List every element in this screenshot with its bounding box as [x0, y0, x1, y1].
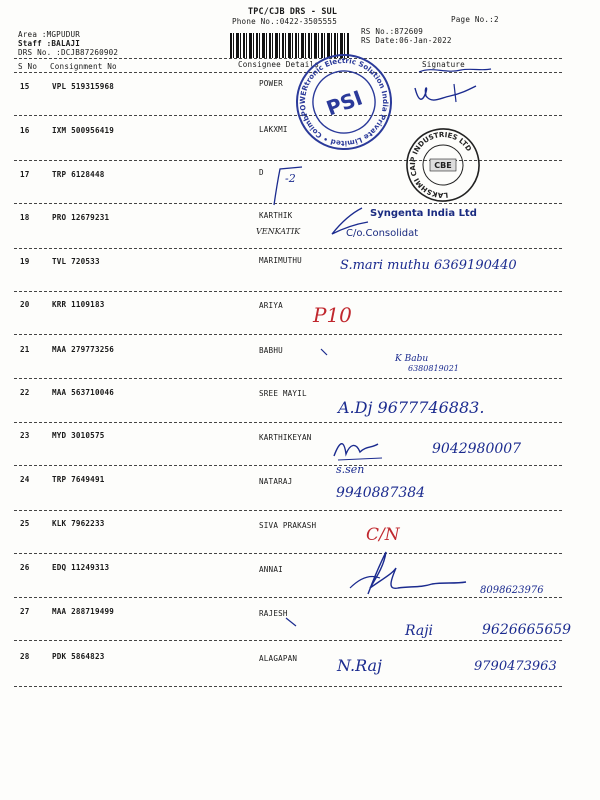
row20-note: P10 — [313, 303, 352, 327]
rs-number: RS No.:872609 — [361, 27, 424, 36]
row-consignment: IXM 500956419 — [52, 126, 115, 135]
psi-stamp-ring-text: POWERtronic Electric Solution India Private Limited • Coimbatore — [297, 55, 391, 149]
row21-receiver: K Babu — [395, 354, 429, 364]
col-consignment: Consignment No — [50, 62, 117, 71]
row-divider — [14, 510, 562, 511]
phone-number: Phone No.:0422-3505555 — [232, 17, 337, 26]
row27-tick — [282, 614, 308, 630]
signature-header-scribble — [415, 64, 495, 78]
row-divider — [14, 553, 562, 554]
row18-receiver: VENKATIK — [256, 227, 301, 236]
row-consignment: MYD 3010575 — [52, 431, 105, 440]
row-consignment: KRR 1109183 — [52, 300, 105, 309]
row-divider — [14, 378, 562, 379]
row-divider — [14, 115, 562, 116]
row-consignment: EDQ 11249313 — [52, 563, 110, 572]
row-consignment: TRP 7649491 — [52, 475, 105, 484]
row-consignment: MAA 563710046 — [52, 388, 115, 397]
row-sno: 19 — [20, 257, 30, 266]
row-consignee: LAKXMI — [259, 125, 288, 134]
row-sno: 26 — [20, 563, 30, 572]
row-divider — [14, 465, 562, 466]
row-sno: 24 — [20, 475, 30, 484]
row-consignee: SIVA PRAKASH — [259, 521, 317, 530]
row-sno: 20 — [20, 300, 30, 309]
row-divider — [14, 686, 562, 687]
row28-signature: N.Raj — [337, 656, 382, 675]
row-consignee: ARIYA — [259, 301, 283, 310]
row-consignee: BABHU — [259, 346, 283, 355]
drs-number: DRS No. :DCJB87260902 — [18, 48, 119, 57]
row-consignee: POWER — [259, 79, 283, 88]
row21-tick — [318, 346, 338, 358]
row26-phone: 8098623976 — [480, 585, 544, 596]
col-signature: Signature — [422, 60, 465, 69]
lakshmi-stamp-ring-text: LAKSHMI CAIP INDUSTRIES LTD — [408, 130, 473, 200]
header-divider — [14, 58, 562, 59]
row21-phone: 6380819021 — [408, 364, 459, 373]
row-consignee: KARTHIKEYAN — [259, 433, 312, 442]
row-consignment: PRO 12679231 — [52, 213, 110, 222]
row27-phone: 9626665659 — [482, 622, 572, 638]
row18-stamp-company: Syngenta India Ltd — [370, 208, 477, 219]
col-consignee: Consignee Details — [238, 60, 320, 69]
lakshmi-stamp-center: CBE — [434, 161, 452, 170]
row-consignee: D — [259, 168, 264, 177]
row-consignment: VPL 519315968 — [52, 82, 115, 91]
row-consignment: MAA 288719499 — [52, 607, 115, 616]
psi-company-stamp — [292, 50, 396, 154]
row-sno: 17 — [20, 170, 30, 179]
row-consignee: KARTHIK — [259, 211, 293, 220]
row26-signature — [340, 548, 470, 600]
lakshmi-company-stamp — [403, 125, 483, 205]
row25-note: C/N — [366, 525, 400, 545]
row-sno: 22 — [20, 388, 30, 397]
row-sno: 23 — [20, 431, 30, 440]
row-consignee: RAJESH — [259, 609, 288, 618]
row-divider — [14, 640, 562, 641]
row-consignee: MARIMUTHU — [259, 256, 302, 265]
row22-receiver: A.Dj 9677746883. — [338, 398, 485, 417]
row-consignee: NATARAJ — [259, 477, 293, 486]
row24-prefix: s.sen — [336, 463, 365, 476]
col-sno: S No — [18, 62, 38, 71]
row28-phone: 9790473963 — [474, 659, 557, 674]
psi-stamp-center: PSI — [323, 85, 366, 121]
row-sno: 25 — [20, 519, 30, 528]
row-divider — [14, 291, 562, 292]
rs-date: RS Date:06-Jan-2022 — [361, 36, 452, 45]
row-sno: 16 — [20, 126, 30, 135]
row-consignment: MAA 279773256 — [52, 345, 115, 354]
row15-signature — [410, 78, 480, 108]
row18-signature — [310, 204, 370, 240]
row-divider — [14, 334, 562, 335]
row-divider — [14, 597, 562, 598]
row24-phone: 9940887384 — [336, 485, 426, 501]
row-consignee: ALAGAPAN — [259, 654, 298, 663]
report-title: TPC/CJB DRS - SUL — [248, 6, 338, 16]
row-sno: 27 — [20, 607, 30, 616]
row17-note: -2 — [285, 172, 296, 185]
row23-phone: 9042980007 — [432, 441, 522, 457]
row-consignment: KLK 7962233 — [52, 519, 105, 528]
row19-receiver: S.mari muthu 6369190440 — [340, 258, 517, 273]
row-sno: 21 — [20, 345, 30, 354]
row-consignee: SREE MAYIL — [259, 389, 307, 398]
page-number: Page No.:2 — [451, 15, 499, 24]
row27-signature: Raji — [405, 623, 434, 639]
row23-signature — [330, 436, 390, 464]
row-sno: 15 — [20, 82, 30, 91]
area-label: Area :MGPUDUR — [18, 30, 81, 39]
row-consignment: TRP 6128448 — [52, 170, 105, 179]
row-sno: 18 — [20, 213, 30, 222]
row-divider — [14, 422, 562, 423]
staff-label: Staff :BALAJI — [18, 39, 81, 48]
row-consignee: ANNAI — [259, 565, 283, 574]
row-sno: 28 — [20, 652, 30, 661]
row18-stamp-sub: C/o.Consolidat — [346, 228, 419, 239]
row-consignment: TVL 720533 — [52, 257, 100, 266]
row-divider — [14, 248, 562, 249]
row-consignment: PDK 5864823 — [52, 652, 105, 661]
